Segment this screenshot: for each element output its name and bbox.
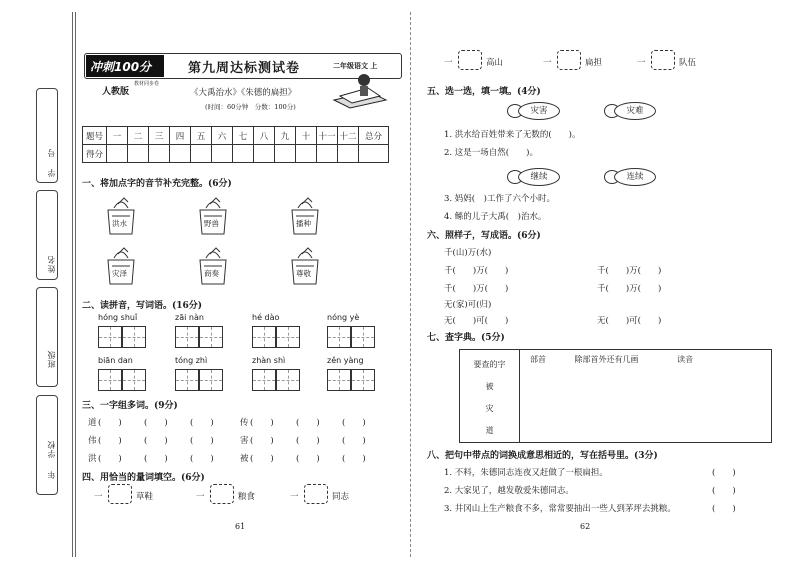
word-blank[interactable]: ( ) — [250, 436, 274, 446]
score-header: 总分 — [359, 127, 389, 145]
idiom-blank[interactable]: 千( )万( ) — [444, 266, 509, 276]
section-2-title: 二、读拼音，写词语。(16分) — [82, 301, 203, 311]
word-blank[interactable]: ( ) — [296, 436, 320, 446]
answer-blank[interactable]: ( ) — [712, 486, 736, 496]
page-number-right: 62 — [580, 522, 591, 531]
word-blank[interactable]: ( ) — [250, 418, 274, 428]
sidebar-label: 学校 — [47, 440, 56, 458]
section-3-title: 三、一字组多词。(9分) — [82, 401, 178, 411]
writing-grid-cell[interactable] — [351, 369, 375, 391]
measure-noun: 队伍 — [679, 58, 697, 68]
score-header: 五 — [191, 127, 212, 145]
measure-blank[interactable] — [557, 50, 581, 70]
measure-noun: 粮食 — [238, 492, 256, 502]
score-header: 十 — [296, 127, 317, 145]
word-blank[interactable]: ( ) — [296, 454, 320, 464]
cup-icon — [104, 244, 138, 286]
word-blank[interactable]: ( ) — [98, 436, 122, 446]
score-header: 四 — [170, 127, 191, 145]
question-text: 2. 大家见了，越发敬爱朱德同志。 — [444, 486, 574, 496]
book-illustration-icon — [330, 70, 390, 110]
choice-bubble: 连续 — [614, 168, 656, 186]
score-cell[interactable] — [107, 145, 128, 163]
question-text: 2. 这是一场自然( )。 — [444, 148, 538, 158]
answer-blank[interactable]: ( ) — [712, 468, 736, 478]
idiom-blank[interactable]: 千( )万( ) — [597, 284, 662, 294]
section-7-title: 七、查字典。(5分) — [427, 333, 505, 343]
score-cell[interactable] — [170, 145, 191, 163]
binding-line — [75, 12, 76, 557]
measure-blank[interactable] — [108, 484, 132, 504]
score-header: 三 — [149, 127, 170, 145]
measure-blank[interactable] — [304, 484, 328, 504]
writing-grid-cell[interactable] — [252, 369, 276, 391]
score-header: 题号 — [83, 127, 107, 145]
score-header: 十一 — [317, 127, 338, 145]
measure-blank[interactable] — [651, 50, 675, 70]
question-text: 1. 不料，朱德同志连夜又赶做了一根扁担。 — [444, 468, 608, 478]
word-blank[interactable]: ( ) — [144, 454, 168, 464]
binding-line — [72, 12, 73, 557]
dict-header: 部首 — [530, 355, 546, 364]
score-cell[interactable] — [233, 145, 254, 163]
dict-header: 要查的字 — [473, 360, 506, 369]
writing-grid-cell[interactable] — [122, 369, 146, 391]
writing-grid-cell[interactable] — [276, 326, 300, 348]
pinyin-label: hóng shuǐ — [98, 313, 138, 322]
measure-noun: 高山 — [486, 58, 504, 68]
idiom-blank[interactable]: 千( )万( ) — [444, 284, 509, 294]
section-6-title: 六、照样子，写成语。(6分) — [427, 231, 541, 241]
brand-logo: 冲刺100分 — [86, 55, 164, 77]
dict-answer-area[interactable] — [520, 350, 772, 443]
sidebar-label: 班级 — [47, 350, 56, 368]
question-text: 3. 井冈山上生产粮食不多，常常要抽出一些人到茅坪去挑粮。 — [444, 504, 676, 514]
dict-char: 被 — [485, 382, 494, 391]
writing-grid-cell[interactable] — [122, 326, 146, 348]
score-cell[interactable] — [275, 145, 296, 163]
idiom-example: 千(山)万(水) — [444, 248, 492, 258]
word-blank[interactable]: ( ) — [190, 418, 214, 428]
word-blank[interactable]: ( ) — [190, 454, 214, 464]
score-header: 十二 — [338, 127, 359, 145]
measure-noun: 草鞋 — [136, 492, 154, 502]
writing-grid-cell[interactable] — [276, 369, 300, 391]
score-cell[interactable] — [317, 145, 338, 163]
pinyin-label: hé dào — [252, 313, 280, 322]
pinyin-label: tóng zhì — [175, 356, 208, 365]
cup-icon — [288, 194, 322, 236]
score-header: 七 — [233, 127, 254, 145]
cup-icon — [196, 244, 230, 286]
brand-sub: 教材同步卷 — [134, 81, 160, 87]
word-char: 被 — [240, 454, 249, 464]
choice-bubble: 灾难 — [614, 102, 656, 120]
cup-word: 灾泽 — [112, 269, 127, 278]
word-blank[interactable]: ( ) — [250, 454, 274, 464]
measure-blank[interactable] — [458, 50, 482, 70]
cup-icon — [288, 244, 322, 286]
grade-tag: 二年级语文 上 — [333, 61, 378, 70]
cup-word: 尊敬 — [296, 269, 311, 278]
cup-icon — [196, 194, 230, 236]
pinyin-label: nóng yè — [327, 313, 360, 322]
word-char: 传 — [240, 418, 249, 428]
word-blank[interactable]: ( ) — [98, 454, 122, 464]
sidebar-label: 年 — [47, 470, 56, 479]
pinyin-label: biān dan — [98, 356, 133, 365]
cup-word: 播种 — [296, 219, 311, 228]
cup-word: 洪水 — [112, 219, 127, 228]
question-text: 4. 鲧的儿子大禹( )治水。 — [444, 212, 547, 222]
pinyin-label: zhàn shì — [252, 356, 286, 365]
dict-char-column — [460, 350, 520, 443]
section-5-title: 五、选一选，填一填。(4分) — [427, 87, 541, 97]
score-header: 六 — [212, 127, 233, 145]
dictionary-table — [459, 349, 772, 443]
measure-prefix: 一 — [637, 58, 646, 68]
cup-word: 野兽 — [204, 219, 219, 228]
writing-grid-cell[interactable] — [327, 369, 351, 391]
page-divider — [410, 12, 411, 557]
word-blank[interactable]: ( ) — [342, 436, 366, 446]
writing-grid-cell[interactable] — [98, 369, 122, 391]
word-blank[interactable]: ( ) — [144, 418, 168, 428]
word-blank[interactable]: ( ) — [190, 436, 214, 446]
score-header: 二 — [128, 127, 149, 145]
score-cell[interactable] — [212, 145, 233, 163]
score-cell[interactable] — [359, 145, 389, 163]
sidebar-label: 号 — [47, 148, 56, 157]
section-4-title: 四、用恰当的量词填空。(6分) — [82, 473, 205, 483]
measure-blank[interactable] — [210, 484, 234, 504]
writing-grid-cell[interactable] — [351, 326, 375, 348]
exam-meta: (时间：60分钟 分数：100分) — [205, 103, 296, 111]
writing-grid-cell[interactable] — [98, 326, 122, 348]
cup-icon — [104, 194, 138, 236]
score-table — [82, 126, 389, 163]
idiom-blank[interactable]: 千( )万( ) — [597, 266, 662, 276]
dict-char: 灾 — [485, 404, 494, 413]
score-cell[interactable] — [296, 145, 317, 163]
writing-grid-cell[interactable] — [175, 369, 199, 391]
pinyin-label: zěn yàng — [327, 356, 364, 365]
score-header: 八 — [254, 127, 275, 145]
writing-grid-cell[interactable] — [199, 326, 223, 348]
measure-noun: 扁担 — [585, 58, 603, 68]
measure-prefix: 一 — [290, 492, 299, 502]
idiom-blank[interactable]: 无( )可( ) — [597, 316, 662, 326]
score-cell[interactable] — [191, 145, 212, 163]
writing-grid-cell[interactable] — [199, 369, 223, 391]
word-blank[interactable]: ( ) — [342, 418, 366, 428]
score-cell[interactable] — [128, 145, 149, 163]
subtitle: 《大禹治水》《朱德的扁担》 — [190, 88, 297, 98]
dict-header: 除部首外还有几画 — [574, 355, 639, 364]
word-blank[interactable]: ( ) — [144, 436, 168, 446]
score-header: 一 — [107, 127, 128, 145]
score-cell[interactable] — [338, 145, 359, 163]
section-1-title: 一、将加点字的音节补充完整。(6分) — [82, 179, 232, 189]
sidebar-label: 姓名 — [47, 255, 56, 273]
choice-bubble: 灾害 — [518, 102, 560, 120]
choice-bubble: 继续 — [518, 168, 560, 186]
edition-label: 人教版 — [102, 87, 130, 97]
word-blank[interactable]: ( ) — [296, 418, 320, 428]
word-char: 洪 — [88, 454, 97, 464]
sidebar-label: 学 — [47, 168, 56, 177]
idiom-blank[interactable]: 无( )可( ) — [444, 316, 509, 326]
measure-noun: 同志 — [332, 492, 350, 502]
measure-prefix: 一 — [196, 492, 205, 502]
page-title: 第九周达标测试卷 — [188, 61, 301, 76]
answer-blank[interactable]: ( ) — [712, 504, 736, 514]
word-blank[interactable]: ( ) — [342, 454, 366, 464]
score-cell[interactable] — [254, 145, 275, 163]
section-8-title: 八、把句中带点的词换成意思相近的，写在括号里。(3分) — [427, 451, 658, 461]
score-header: 九 — [275, 127, 296, 145]
idiom-example: 无(家)可(归) — [444, 300, 492, 310]
question-text: 1. 洪水给百姓带来了无数的( )。 — [444, 130, 581, 140]
word-char: 道 — [88, 418, 97, 428]
word-char: 害 — [240, 436, 249, 446]
measure-prefix: 一 — [444, 58, 453, 68]
dict-header: 读音 — [677, 355, 694, 364]
measure-prefix: 一 — [94, 492, 103, 502]
page-number-left: 61 — [235, 522, 246, 531]
score-row-label: 得分 — [83, 145, 107, 163]
word-blank[interactable]: ( ) — [98, 418, 122, 428]
writing-grid-cell[interactable] — [252, 326, 276, 348]
pinyin-label: zāi nàn — [175, 313, 204, 322]
question-text: 3. 妈妈( )工作了六个小时。 — [444, 194, 555, 204]
dict-char: 道 — [485, 426, 494, 435]
writing-grid-cell[interactable] — [175, 326, 199, 348]
cup-word: 商奏 — [204, 269, 219, 278]
writing-grid-cell[interactable] — [327, 326, 351, 348]
word-char: 伟 — [88, 436, 97, 446]
sidebar-box-class — [36, 287, 58, 387]
measure-prefix: 一 — [543, 58, 552, 68]
score-cell[interactable] — [149, 145, 170, 163]
